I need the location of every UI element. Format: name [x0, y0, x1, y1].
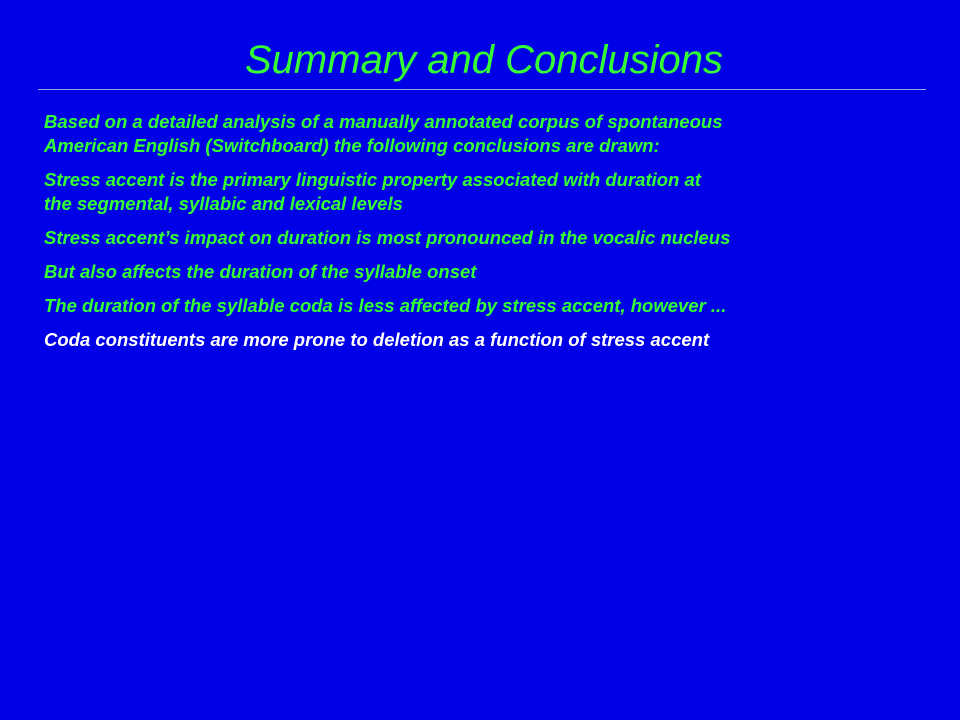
bullet-item-syllable-coda: [44, 294, 944, 318]
bullet-line: Stress accent is the primary linguistic property associated with duration at: [44, 169, 701, 190]
bullet-line: Coda constituents are more prone to deletion as a function of stress accent: [44, 329, 710, 350]
slide-title: Summary and Conclusions: [245, 38, 723, 82]
bullet-item-coda-deletion: [44, 328, 944, 352]
bullet-item-corpus-analysis: [44, 110, 944, 158]
bullet-line: Stress accent’s impact on duration is most pronounced in the vocalic nucleus: [44, 227, 731, 248]
bullet-line: Based on a detailed analysis of a manually annotated corpus of spontaneous: [44, 111, 723, 132]
bullet-list: [44, 110, 944, 362]
bullet-line: But also affects the duration of the syllable onset: [44, 261, 477, 282]
bullet-item-syllable-onset: [44, 260, 944, 284]
bullet-line: the segmental, syllabic and lexical levels: [44, 193, 403, 214]
title-divider: [38, 89, 926, 90]
bullet-line: The duration of the syllable coda is less affected by stress accent, however ...: [44, 295, 727, 316]
bullet-line: American English (Switchboard) the following conclusions are drawn:: [44, 135, 660, 156]
bullet-item-primary-property: [44, 168, 944, 216]
bullet-item-vocalic-nucleus: [44, 226, 944, 250]
